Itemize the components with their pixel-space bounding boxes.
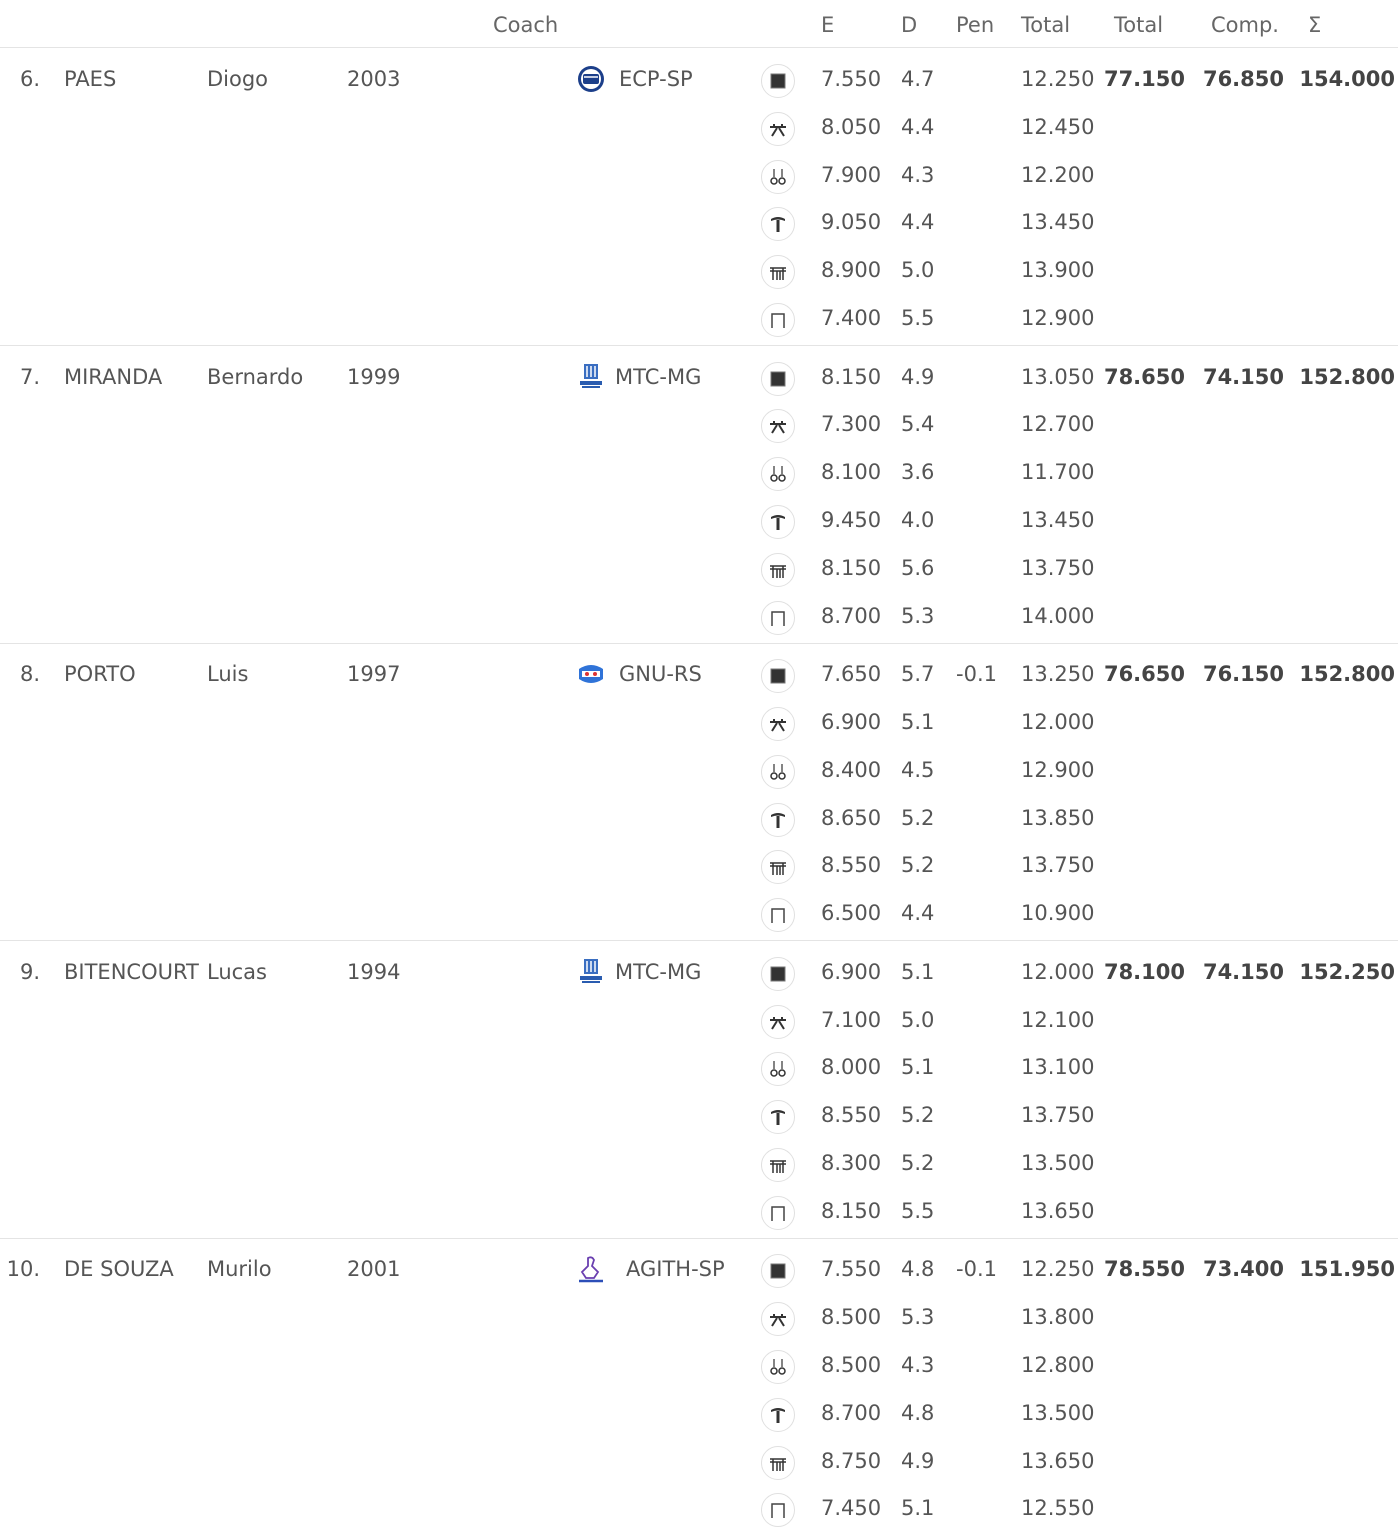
rings-icon	[761, 1350, 795, 1384]
score-d: 5.6	[901, 555, 935, 580]
floor-icon	[761, 957, 795, 991]
athlete-club: MTC-MG	[615, 959, 702, 984]
athlete-rank: 7.	[19, 364, 40, 389]
athlete-sum: 151.950	[1299, 1257, 1395, 1282]
score-d: 4.4	[901, 901, 935, 926]
apparatus-score-row	[0, 1238, 1398, 1286]
score-d: 4.7	[901, 67, 935, 91]
apparatus-score-row	[0, 739, 1398, 787]
score-e: 7.550	[821, 1257, 882, 1282]
vault-icon	[761, 505, 795, 539]
header-comp: Comp.	[1211, 13, 1279, 37]
apparatus-score-row	[0, 489, 1398, 537]
parallel-bars-icon	[761, 1148, 795, 1182]
rings-icon	[761, 160, 795, 194]
apparatus-score-row	[0, 1477, 1398, 1525]
score-d: 5.7	[901, 662, 935, 687]
athlete-total: 78.100	[1103, 959, 1185, 984]
apparatus-score-row	[0, 989, 1398, 1037]
athlete-sum: 152.250	[1299, 959, 1395, 984]
score-e: 9.450	[821, 507, 882, 532]
apparatus-score-row	[0, 1382, 1398, 1430]
apparatus-score-row	[0, 882, 1398, 930]
score-e: 7.650	[821, 662, 882, 687]
score-d: 5.1	[901, 709, 935, 734]
athlete-row	[0, 1238, 1398, 1535]
athlete-birth-year: 2001	[347, 1257, 401, 1282]
score-total: 13.750	[1021, 555, 1095, 580]
score-e: 7.550	[821, 67, 882, 91]
athlete-first-name: Lucas	[207, 959, 267, 984]
header-total: Total	[1021, 13, 1071, 37]
score-total: 13.750	[1021, 1103, 1095, 1128]
vault-icon	[761, 207, 795, 241]
score-total: 13.650	[1021, 1448, 1095, 1473]
athlete-row	[0, 941, 1398, 1239]
score-d: 5.5	[901, 306, 935, 330]
floor-icon	[761, 362, 795, 396]
athlete-rank: 10.	[6, 1257, 40, 1282]
athlete-last-name: MIRANDA	[64, 364, 163, 389]
score-d: 4.9	[901, 364, 935, 389]
score-total: 12.900	[1021, 757, 1095, 782]
athlete-birth-year: 1994	[347, 959, 401, 984]
score-e: 8.150	[821, 1198, 882, 1223]
athlete-first-name: Murilo	[207, 1257, 272, 1282]
score-d: 5.2	[901, 1150, 935, 1175]
apparatus-score-row	[0, 1286, 1398, 1334]
apparatus-score-row	[0, 643, 1398, 691]
score-total: 11.700	[1021, 460, 1095, 485]
score-d: 5.3	[901, 1305, 935, 1330]
score-total: 12.900	[1021, 306, 1095, 330]
apparatus-score-row	[0, 1084, 1398, 1132]
apparatus-score-row	[0, 393, 1398, 441]
apparatus-score-row	[0, 691, 1398, 739]
rings-icon	[761, 457, 795, 491]
score-e: 6.500	[821, 901, 882, 926]
athlete-club: AGITH-SP	[626, 1257, 725, 1282]
athlete-comp-total: 76.150	[1202, 662, 1284, 687]
apparatus-score-row	[0, 1180, 1398, 1228]
score-e: 8.050	[821, 114, 882, 139]
athlete-sum: 152.800	[1299, 364, 1395, 389]
athlete-total: 77.150	[1103, 67, 1185, 91]
athlete-birth-year: 2003	[347, 67, 401, 91]
score-e: 8.650	[821, 805, 882, 830]
score-e: 7.900	[821, 162, 882, 187]
athlete-comp-total: 73.400	[1202, 1257, 1284, 1282]
athlete-comp-total: 76.850	[1202, 67, 1284, 91]
apparatus-score-row	[0, 441, 1398, 489]
score-d: 5.5	[901, 1198, 935, 1223]
score-total: 13.250	[1021, 662, 1095, 687]
score-total: 12.250	[1021, 67, 1095, 91]
pommel-horse-icon	[761, 112, 795, 146]
score-e: 6.900	[821, 959, 882, 984]
high-bar-icon	[761, 601, 795, 635]
athlete-last-name: PAES	[64, 67, 117, 91]
score-e: 8.500	[821, 1305, 882, 1330]
score-total: 13.500	[1021, 1400, 1095, 1425]
score-total: 12.000	[1021, 709, 1095, 734]
parallel-bars-icon	[761, 553, 795, 587]
athlete-row	[0, 643, 1398, 941]
score-e: 8.550	[821, 853, 882, 878]
score-e: 7.100	[821, 1007, 882, 1032]
score-d: 5.0	[901, 1007, 935, 1032]
apparatus-score-row	[0, 191, 1398, 239]
score-total: 12.100	[1021, 1007, 1095, 1032]
athlete-last-name: PORTO	[64, 662, 136, 687]
vault-icon	[761, 1100, 795, 1134]
score-d: 5.4	[901, 412, 935, 437]
parallel-bars-icon	[761, 1446, 795, 1480]
header-e: E	[821, 13, 835, 37]
score-e: 8.500	[821, 1352, 882, 1377]
athlete-total: 78.650	[1103, 364, 1185, 389]
score-total: 13.650	[1021, 1198, 1095, 1223]
apparatus-score-row	[0, 941, 1398, 989]
vault-icon	[761, 1398, 795, 1432]
athlete-comp-total: 74.150	[1202, 364, 1284, 389]
table-header	[0, 0, 1398, 48]
floor-icon	[761, 64, 795, 98]
score-e: 8.900	[821, 258, 882, 283]
athlete-total: 76.650	[1103, 662, 1185, 687]
score-e: 8.000	[821, 1055, 882, 1080]
score-e: 7.450	[821, 1496, 882, 1521]
score-e: 6.900	[821, 709, 882, 734]
apparatus-score-row	[0, 48, 1398, 96]
apparatus-score-row	[0, 239, 1398, 287]
pommel-horse-icon	[761, 1302, 795, 1336]
score-d: 5.2	[901, 805, 935, 830]
score-d: 5.3	[901, 603, 935, 628]
athlete-sum: 152.800	[1299, 662, 1395, 687]
pommel-horse-icon	[761, 1005, 795, 1039]
score-total: 12.000	[1021, 959, 1095, 984]
athlete-row	[0, 346, 1398, 644]
apparatus-score-row	[0, 537, 1398, 585]
score-total: 12.800	[1021, 1352, 1095, 1377]
score-e: 7.400	[821, 306, 882, 330]
apparatus-score-row	[0, 1132, 1398, 1180]
athlete-sum: 154.000	[1299, 67, 1395, 91]
score-e: 8.400	[821, 757, 882, 782]
score-total: 13.450	[1021, 210, 1095, 235]
score-total: 13.850	[1021, 805, 1095, 830]
score-d: 5.2	[901, 853, 935, 878]
score-total: 12.550	[1021, 1496, 1095, 1521]
high-bar-icon	[761, 303, 795, 337]
score-total: 13.500	[1021, 1150, 1095, 1175]
header-pen: Pen	[956, 13, 995, 37]
athlete-birth-year: 1997	[347, 662, 401, 687]
score-d: 3.6	[901, 460, 935, 485]
high-bar-icon	[761, 1493, 795, 1527]
athlete-birth-year: 1999	[347, 364, 401, 389]
score-total: 12.250	[1021, 1257, 1095, 1282]
score-total: 14.000	[1021, 603, 1095, 628]
score-d: 5.1	[901, 1055, 935, 1080]
athlete-club: GNU-RS	[619, 662, 702, 687]
apparatus-score-row	[0, 287, 1398, 335]
score-d: 5.2	[901, 1103, 935, 1128]
athlete-rank: 9.	[19, 959, 40, 984]
high-bar-icon	[761, 1196, 795, 1230]
athlete-first-name: Diogo	[207, 67, 269, 91]
pommel-horse-icon	[761, 707, 795, 741]
score-d: 4.9	[901, 1448, 935, 1473]
score-e: 9.050	[821, 210, 882, 235]
apparatus-score-row	[0, 585, 1398, 633]
athlete-total: 78.550	[1103, 1257, 1185, 1282]
score-total: 13.050	[1021, 364, 1095, 389]
athlete-club: MTC-MG	[615, 364, 702, 389]
vault-icon	[761, 803, 795, 837]
score-total: 13.750	[1021, 853, 1095, 878]
score-e: 8.100	[821, 460, 882, 485]
score-total: 13.800	[1021, 1305, 1095, 1330]
score-total: 12.200	[1021, 162, 1095, 187]
athlete-club: ECP-SP	[619, 67, 693, 91]
athlete-comp-total: 74.150	[1202, 959, 1284, 984]
apparatus-score-row	[0, 1036, 1398, 1084]
apparatus-score-row	[0, 1334, 1398, 1382]
athlete-rank: 8.	[19, 662, 40, 687]
apparatus-score-row	[0, 1430, 1398, 1478]
apparatus-score-row	[0, 346, 1398, 394]
athlete-first-name: Luis	[207, 662, 249, 687]
score-e: 8.550	[821, 1103, 882, 1128]
athlete-last-name: DE SOUZA	[64, 1257, 174, 1282]
apparatus-score-row	[0, 787, 1398, 835]
floor-icon	[761, 1254, 795, 1288]
parallel-bars-icon	[761, 255, 795, 289]
athlete-last-name: BITENCOURT	[64, 959, 199, 984]
score-total: 13.100	[1021, 1055, 1095, 1080]
score-d: 4.8	[901, 1400, 935, 1425]
score-penalty: -0.1	[956, 662, 997, 687]
apparatus-score-row	[0, 144, 1398, 192]
score-d: 4.4	[901, 114, 935, 139]
score-total: 13.450	[1021, 507, 1095, 532]
score-d: 4.3	[901, 1352, 935, 1377]
score-total: 12.700	[1021, 412, 1095, 437]
high-bar-icon	[761, 898, 795, 932]
score-d: 5.1	[901, 959, 935, 984]
athlete-first-name: Bernardo	[207, 364, 304, 389]
score-e: 8.150	[821, 364, 882, 389]
score-d: 4.0	[901, 507, 935, 532]
apparatus-score-row	[0, 834, 1398, 882]
header-sum: Σ	[1308, 13, 1322, 37]
score-e: 8.700	[821, 603, 882, 628]
score-total: 10.900	[1021, 901, 1095, 926]
header-coach: Coach	[493, 13, 559, 37]
athlete-rank: 6.	[19, 67, 40, 91]
score-d: 4.4	[901, 210, 935, 235]
score-e: 8.300	[821, 1150, 882, 1175]
score-d: 4.3	[901, 162, 935, 187]
athlete-row	[0, 48, 1398, 346]
apparatus-score-row	[0, 96, 1398, 144]
header-total-all: Total	[1114, 13, 1164, 37]
score-total: 13.900	[1021, 258, 1095, 283]
score-d: 5.0	[901, 258, 935, 283]
rings-icon	[761, 1052, 795, 1086]
score-e: 8.750	[821, 1448, 882, 1473]
score-total: 12.450	[1021, 114, 1095, 139]
score-e: 8.150	[821, 555, 882, 580]
score-d: 4.5	[901, 757, 935, 782]
score-d: 4.8	[901, 1257, 935, 1282]
rings-icon	[761, 755, 795, 789]
score-penalty: -0.1	[956, 1257, 997, 1282]
pommel-horse-icon	[761, 409, 795, 443]
score-e: 8.700	[821, 1400, 882, 1425]
floor-icon	[761, 659, 795, 693]
parallel-bars-icon	[761, 850, 795, 884]
score-e: 7.300	[821, 412, 882, 437]
header-d: D	[901, 13, 918, 37]
score-d: 5.1	[901, 1496, 935, 1521]
